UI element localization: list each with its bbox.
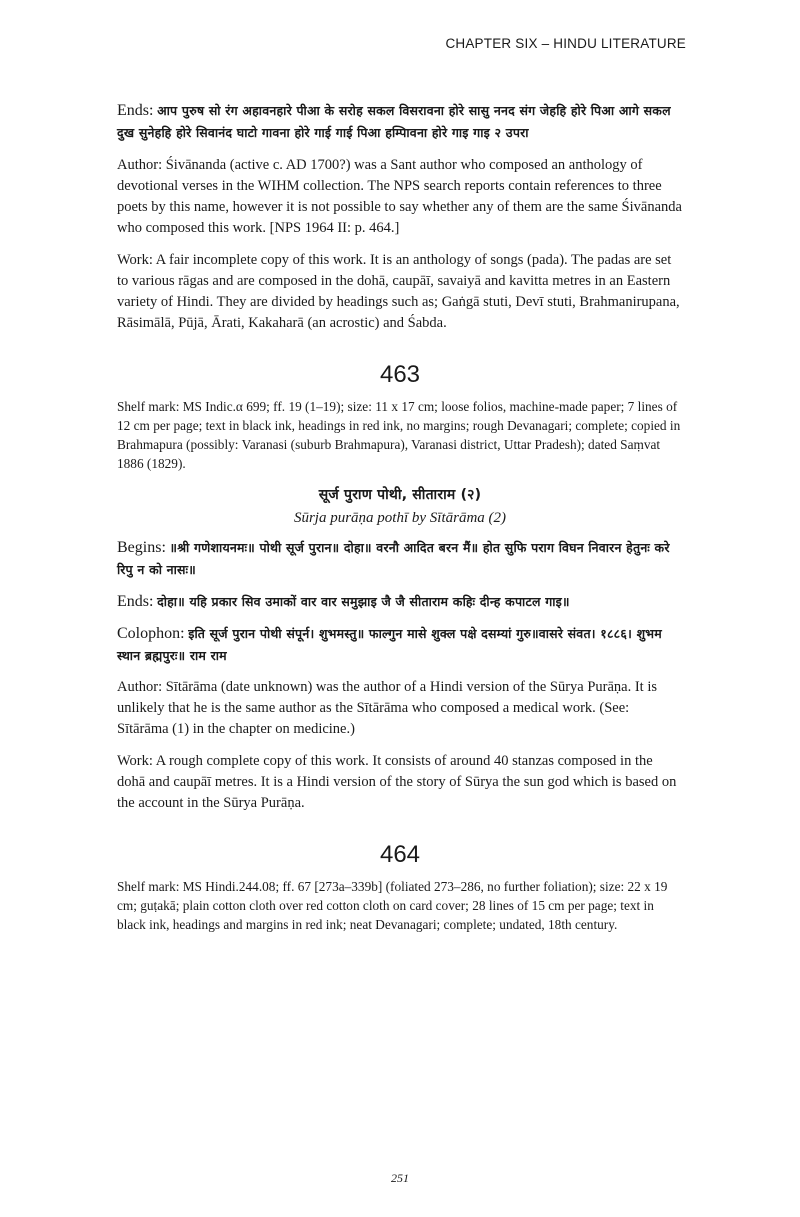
shelf-mark-463: Shelf mark: MS Indic.α 699; ff. 19 (1–19); size: 11 x 17 cm; loose folios, machine-made paper; 7 lines of 12 cm per page; text in black ink, headings in red ink, no margins; rough Devanagari; complete; copied in Brahmapura (possibly: Varanasi (suburb Brahmapura), Varanasi district, Uttar Pradesh); dated Saṃvat 1886 (1829).: [117, 399, 681, 471]
ends-text: दोहा॥ यहि प्रकार सिव उमाकों वार वार समुझाइ जै जै सीताराम कहिः दीन्ह कपाटल गाइ॥: [157, 594, 570, 609]
colophon-text: इति सूर्ज पुरान पोथी संपूर्न। शुभमस्तु॥ फाल्गुन मासे शुक्ल पक्षे दसम्यां गुरु॥वासरे संवत। १८८६। शुभम स्थान ब्रह्मपुरः॥ राम राम: [117, 626, 662, 663]
page-body: [117, 100, 683, 946]
author-block: [117, 155, 683, 239]
author-label: Author:: [117, 157, 163, 173]
colophon-label: Colophon:: [117, 625, 185, 642]
ends-text: आप पुरुष सो रंग अहावनहारे पीआ के सरोह सकल विसरावना होरे सासु ननद संग जेहहि होरे पिआ आगे सकल दुख सुनेहहि होरे सिवानंद घाटो गावना होरे गाई गाई पिआ हम्पिावना होरे गाइ गाइ २ उपरा: [117, 103, 671, 140]
author-block-463: [117, 677, 683, 740]
ends-label: Ends:: [117, 102, 154, 119]
title-devanagari-463: सूर्ज पुराण पोथी, सीताराम (२): [318, 487, 482, 503]
author-text: Sītārāma (date unknown) was the author of a Hindi version of the Sūrya Purāṇa. It is unlikely that he is the same author as the Sītārāma who composed a medical work. (See: Sītārāma (1) in the chapter on medicine.): [117, 679, 657, 737]
entry-number-464: 464: [379, 841, 421, 868]
entry-number-463: 463: [379, 361, 421, 388]
ends-block-463: [117, 591, 683, 613]
colophon-block-463: [117, 623, 683, 667]
begins-block-463: [117, 537, 683, 581]
work-text: A rough complete copy of this work. It consists of around 40 stanzas composed in the dohā and caupāī metres. It is a Hindi version of the story of Sūrya the sun god which is based on the account in the Sūrya Purāṇa.: [117, 753, 677, 811]
work-label: Work:: [117, 753, 153, 769]
ends-label: Ends:: [117, 593, 154, 610]
running-head: CHAPTER SIX – HINDU LITERATURE: [445, 36, 686, 51]
work-text: A fair incomplete copy of this work. It is an anthology of songs (pada). The padas are set to various rāgas and are composed in the dohā, caupāī, savaiyā and kavitta metres in an Eastern variety of Hindi. They are divided by headings such as; Gaṅgā stuti, Devī stuti, Brahmanirupana, Rāsimālā, Pūjā, Ārati, Kakaharā (an acrostic) and Śabda.: [117, 252, 680, 331]
author-label: Author:: [117, 679, 163, 695]
page-number: 251: [391, 1171, 409, 1185]
title-roman-463: [117, 508, 683, 529]
work-block-463: [117, 751, 683, 814]
begins-label: Begins:: [117, 539, 166, 556]
shelf-mark-464: Shelf mark: MS Hindi.244.08; ff. 67 [273a–339b] (foliated 273–286, no further foliation); size: 22 x 19 cm; guṭakā; plain cotton cloth over red cotton cloth on card cover; 28 lines of 15 cm per page; text in black ink, headings and margins in red ink; neat Devanagari; complete; undated, 18th century.: [117, 879, 668, 932]
ends-block: [117, 100, 683, 144]
author-text: Śivānanda (active c. AD 1700?) was a Sant author who composed an anthology of devotional verses in the WIHM collection. The NPS search reports contain references to three poets by this name, however it is not possible to say whether any of them are the same Śivānanda who composed this work. [NPS 1964 II: p. 464.]: [117, 157, 682, 236]
title-roman-text: Sūrja purāṇa pothī by Sītārāma (2): [293, 510, 507, 526]
work-block: [117, 250, 683, 334]
work-label: Work:: [117, 252, 153, 268]
begins-text: ॥श्री गणेशायनमः॥ पोथी सूर्ज पुरान॥ दोहा॥ वरनौ आदित बरन मैं॥ होत सुफि पराग विघन निवारन हेतुनः करे रिपु न को नासः॥: [117, 540, 670, 577]
